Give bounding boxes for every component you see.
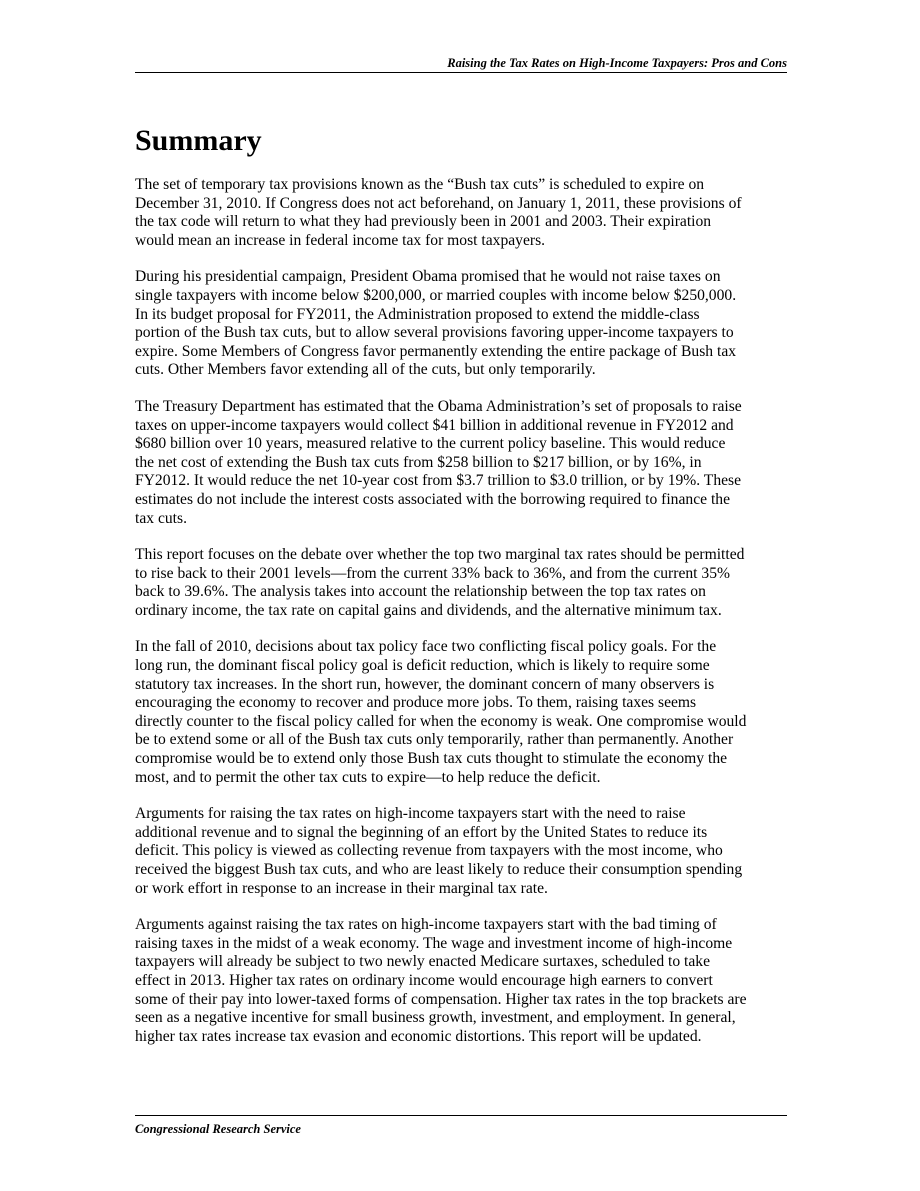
summary-paragraph-policy-goals: In the fall of 2010, decisions about tax policy face two conflicting fiscal policy goals. For the long run, the dominant fiscal policy goal is deficit reduction, which is likely to require some statutory tax increases. In the short run, however, the dominant concern of many observers is encouraging the economy to recover and produce more jobs. To them, raising taxes seems directly counter to the fiscal policy called for when the economy is weak. One compromise would be to extend some or all of the Bush tax cuts only temporarily, rather than permanently. Another compromise would be to extend only those Bush tax cuts thought to stimulate the economy the most, and to permit the other tax cuts to expire—to help reduce the deficit.: [135, 638, 747, 786]
summary-heading: Summary: [135, 124, 262, 157]
summary-body: [135, 176, 787, 1064]
summary-paragraph-campaign-promise: During his presidential campaign, President Obama promised that he would not raise taxes on single taxpayers with income below $200,000, or married couples with income below $250,000. In its budget proposal for FY2011, the Administration proposed to extend the middle-class portion of the Bush tax cuts, but to allow several provisions favoring upper-income taxpayers to expire. Some Members of Congress favor permanently extending the entire package of Bush tax cuts. Other Members favor extending all of the cuts, but only temporarily.: [135, 268, 737, 379]
summary-paragraph-treasury-estimate: The Treasury Department has estimated that the Obama Administration’s set of proposals to raise taxes on upper-income taxpayers would collect $41 billion in additional revenue in FY2012 and $680 billion over 10 years, measured relative to the current policy baseline. This would reduce the net cost of extending the Bush tax cuts from $258 billion to $217 billion, or by 16%, in FY2012. It would reduce the net 10-year cost from $3.7 trillion to $3.0 trillion, or by 19%. These estimates do not include the interest costs associated with the borrowing required to finance the tax cuts.: [135, 397, 742, 527]
running-header-title: Raising the Tax Rates on High-Income Taxpayers: Pros and Cons: [447, 56, 787, 70]
header-divider: [135, 72, 787, 73]
summary-paragraph-report-focus: This report focuses on the debate over whether the top two marginal tax rates should be permitted to rise back to their 2001 levels—from the current 33% back to 36%, and from the current 35% back to 39.6%. The analysis takes into account the relationship between the top tax rates on ordinary income, the tax rate on capital gains and dividends, and the alternative minimum tax.: [135, 546, 745, 619]
summary-paragraph-expiration: The set of temporary tax provisions known as the “Bush tax cuts” is scheduled to expire on December 31, 2010. If Congress does not act beforehand, on January 1, 2011, these provisions of the tax code will return to what they had previously been in 2001 and 2003. Their expiration would mean an increase in federal income tax for most taxpayers.: [135, 176, 742, 249]
summary-paragraph-arguments-against: Arguments against raising the tax rates on high-income taxpayers start with the bad timing of raising taxes in the midst of a weak economy. The wage and investment income of high-income taxpayers will already be subject to two newly enacted Medicare surtaxes, scheduled to take effect in 2013. Higher tax rates on ordinary income would encourage high earners to convert some of their pay into lower-taxed forms of compensation. Higher tax rates in the top brackets are seen as a negative incentive for small business growth, investment, and employment. In general, higher tax rates increase tax evasion and economic distortions. This report will be updated.: [135, 916, 747, 1045]
footer-divider: [135, 1115, 787, 1116]
footer-organization: Congressional Research Service: [135, 1122, 301, 1136]
summary-paragraph-arguments-for: Arguments for raising the tax rates on high-income taxpayers start with the need to raise additional revenue and to signal the beginning of an effort by the United States to reduce its deficit. This policy is viewed as collecting revenue from taxpayers with the most income, who received the biggest Bush tax cuts, and who are least likely to reduce their consumption spending or work effort in response to an increase in their marginal tax rate.: [135, 805, 743, 897]
